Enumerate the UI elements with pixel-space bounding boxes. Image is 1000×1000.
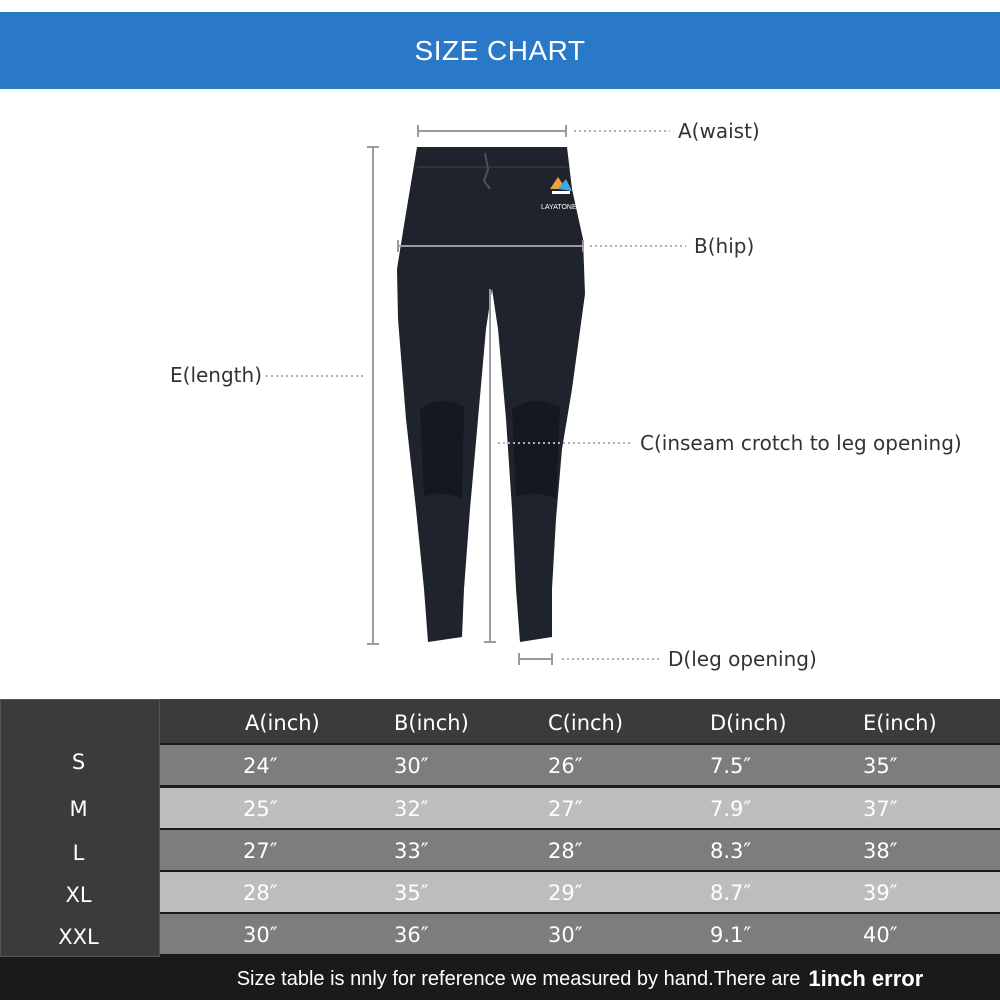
leg-opening-label: D(leg opening) [668, 647, 817, 671]
size-column [0, 699, 160, 957]
table-cell: 38″ [863, 839, 898, 863]
table-row [160, 872, 1000, 912]
column-header-b: B(inch) [394, 711, 469, 735]
disclaimer-text: Size table is nnly for reference we measured by hand.There are [236, 967, 801, 990]
size-label-s: S [71, 750, 86, 774]
size-label-l: L [72, 841, 85, 865]
table-cell: 40″ [863, 923, 898, 947]
table-cell: 29″ [548, 881, 583, 905]
table-cell: 37″ [863, 797, 898, 821]
table-cell: 27″ [548, 797, 583, 821]
table-cell: 8.7″ [710, 881, 752, 905]
length-label: E(length) [170, 363, 262, 387]
waist-label: A(waist) [678, 119, 760, 143]
table-cell: 32″ [394, 797, 429, 821]
table-cell: 30″ [243, 923, 278, 947]
table-row [160, 914, 1000, 954]
column-header-e: E(inch) [863, 711, 937, 735]
table-header [160, 699, 1000, 743]
table-cell: 27″ [243, 839, 278, 863]
table-cell: 28″ [243, 881, 278, 905]
hip-label: B(hip) [694, 234, 755, 258]
table-cell: 35″ [394, 881, 429, 905]
page-title: SIZE CHART [414, 34, 586, 66]
right-knee-panel [512, 401, 560, 499]
table-cell: 30″ [548, 923, 583, 947]
size-label-xxl: XXL [58, 925, 99, 949]
inseam-label: C(inseam crotch to leg opening) [640, 431, 962, 455]
pants-illustration [0, 89, 1000, 699]
size-label-m: M [69, 797, 88, 821]
measurement-disclaimer [160, 958, 1000, 1000]
table-cell: 28″ [548, 839, 583, 863]
table-cell: 7.5″ [710, 754, 752, 778]
table-row [160, 830, 1000, 870]
table-cell: 33″ [394, 839, 429, 863]
table-cell: 8.3″ [710, 839, 752, 863]
table-cell: 26″ [548, 754, 583, 778]
table-cell: 30″ [394, 754, 429, 778]
brand-logo-text: LAYATONE [541, 204, 577, 211]
table-cell: 39″ [863, 881, 898, 905]
size-label-xl: XL [65, 883, 92, 907]
table-row [160, 745, 1000, 785]
size-chart-banner [0, 12, 1000, 89]
left-knee-panel [420, 401, 464, 499]
pants-measurement-diagram [0, 89, 1000, 699]
disclaimer-emphasis: 1inch error [808, 966, 924, 991]
table-cell: 36″ [394, 923, 429, 947]
table-cell: 25″ [243, 797, 278, 821]
column-header-a: A(inch) [245, 711, 320, 735]
column-header-d: D(inch) [710, 711, 787, 735]
column-header-c: C(inch) [548, 711, 624, 735]
table-row [160, 788, 1000, 828]
size-table [0, 699, 1000, 1000]
table-cell: 9.1″ [710, 923, 752, 947]
table-cell: 24″ [243, 754, 278, 778]
table-cell: 35″ [863, 754, 898, 778]
table-cell: 7.9″ [710, 797, 752, 821]
